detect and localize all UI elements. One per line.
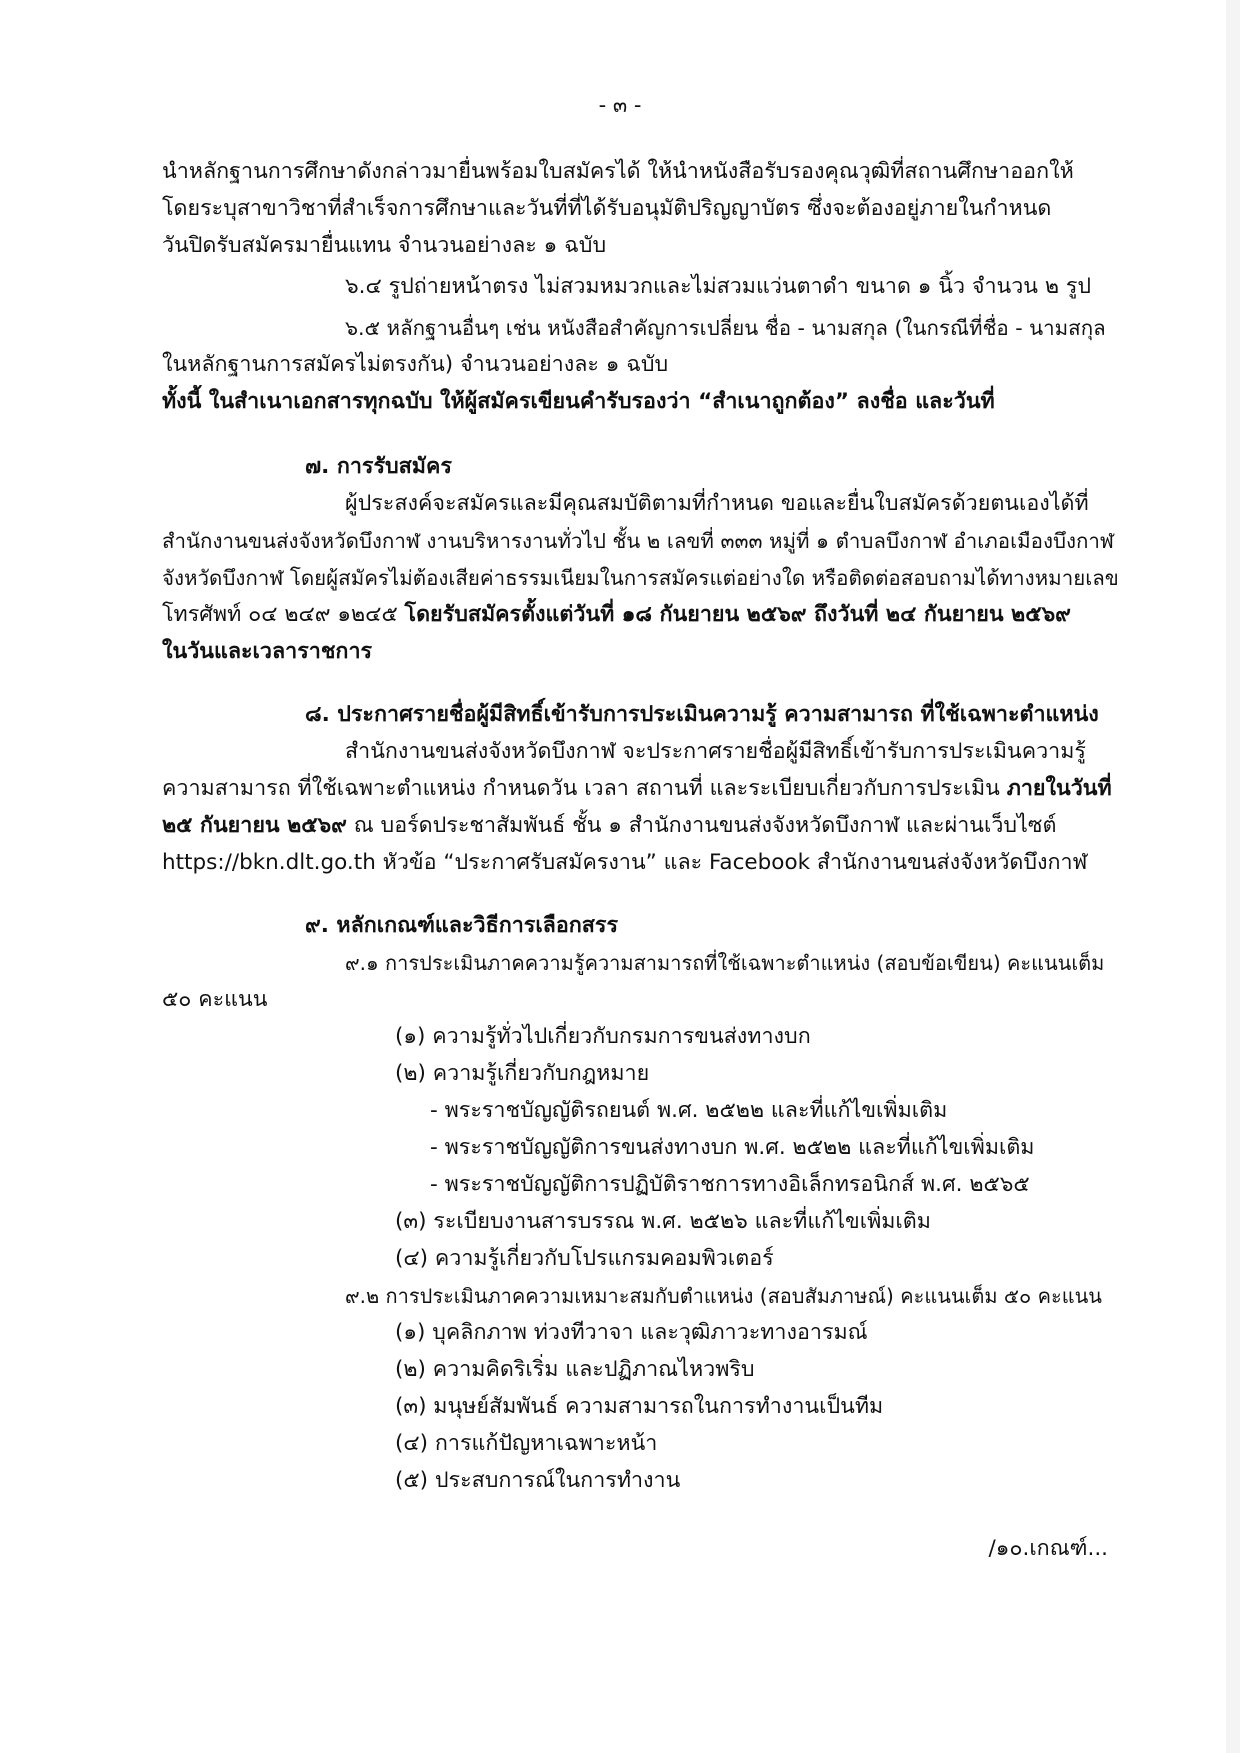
- section-8-line-3: [162, 809, 1056, 843]
- s91-law-2: - พระราชบัญญัติการขนส่งทางบก พ.ศ. ๒๕๒๒ และที่แก้ไขเพิ่มเติม: [430, 1135, 1035, 1160]
- s91-law-1: - พระราชบัญญัติรถยนต์ พ.ศ. ๒๕๒๒ และที่แก้ไขเพิ่มเติม: [430, 1098, 948, 1123]
- section-9-heading: ๙. หลักเกณฑ์และวิธีการเลือกสรร: [305, 913, 619, 938]
- s91-item-4: (๔) ความรู้เกี่ยวกับโปรแกรมคอมพิวเตอร์: [395, 1246, 774, 1271]
- section-7-line-4: [162, 598, 1071, 632]
- section-8-line-2-text: ความสามารถ ที่ใช้เฉพาะตำแหน่ง กำหนดวัน เวลา สถานที่ และระเบียบเกี่ยวกับการประเมิน: [162, 776, 1007, 801]
- section-8-heading: ๘. ประกาศรายชื่อผู้มีสิทธิ์เข้ารับการประเมินความรู้ ความสามารถ ที่ใช้เฉพาะตำแหน่ง: [305, 702, 1099, 727]
- s91-item-2: (๒) ความรู้เกี่ยวกับกฎหมาย: [395, 1061, 650, 1086]
- item-6-4: ๖.๔ รูปถ่ายหน้าตรง ไม่สวมหมวกและไม่สวมแว่นตาดำ ขนาด ๑ นิ้ว จำนวน ๒ รูป: [345, 274, 1092, 299]
- section-7-line-3: จังหวัดบึงกาฬ โดยผู้สมัครไม่ต้องเสียค่าธรรมเนียมในการสมัครแต่อย่างใด หรือติดต่อสอบถามได้ทางหมายเลข: [162, 566, 1119, 590]
- s91-law-3: - พระราชบัญญัติการปฏิบัติราชการทางอิเล็กทรอนิกส์ พ.ศ. ๒๕๖๕: [430, 1172, 1030, 1197]
- continuation-marker: /๑๐.เกณฑ์...: [988, 1536, 1108, 1561]
- intro-line-3: วันปิดรับสมัครมายื่นแทน จำนวนอย่างละ ๑ ฉบับ: [162, 233, 607, 258]
- page-number: - ๓ -: [598, 93, 642, 117]
- announce-date: ๒๕ กันยายน ๒๕๖๙: [162, 813, 347, 838]
- s92-item-1: (๑) บุคลิกภาพ ท่วงทีวาจา และวุฒิภาวะทางอารมณ์: [395, 1320, 868, 1345]
- item-6-5: ๖.๕ หลักฐานอื่นๆ เช่น หนังสือสำคัญการเปลี่ยน ชื่อ - นามสกุล (ในกรณีที่ชื่อ - นามสกุล: [345, 316, 1106, 340]
- section-7-heading: ๗. การรับสมัคร: [305, 454, 452, 479]
- s92-item-2: (๒) ความคิดริเริ่ม และปฏิภาณไหวพริบ: [395, 1357, 755, 1382]
- intro-line-1: นำหลักฐานการศึกษาดังกล่าวมายื่นพร้อมใบสมัครได้ ให้นำหนังสือรับรองคุณวุฒิที่สถานศึกษาออกให้: [162, 159, 1074, 184]
- s92-item-5: (๕) ประสบการณ์ในการทำงาน: [395, 1468, 681, 1493]
- section-8-line-2: [162, 772, 1112, 806]
- application-period: โดยรับสมัครตั้งแต่วันที่ ๑๘ กันยายน ๒๕๖๙ ถึงวันที่ ๒๔ กันยายน ๒๕๖๙: [404, 602, 1071, 627]
- section-7-line-5: ในวันและเวลาราชการ: [162, 639, 373, 664]
- section-8-line-1: สำนักงานขนส่งจังหวัดบึงกาฬ จะประกาศรายชื่อผู้มีสิทธิ์เข้ารับการประเมินความรู้: [345, 739, 1086, 764]
- intro-line-2: โดยระบุสาขาวิชาที่สำเร็จการศึกษาและวันที่ที่ได้รับอนุมัติปริญญาบัตร ซึ่งจะต้องอยู่ภายในกำหนด: [162, 196, 1052, 221]
- s92-item-3: (๓) มนุษย์สัมพันธ์ ความสามารถในการทำงานเป็นทีม: [395, 1394, 884, 1419]
- announce-within-label: ภายในวันที่: [1006, 776, 1112, 801]
- section-9-1-line-2: ๕๐ คะแนน: [162, 987, 268, 1012]
- phone-text: โทรศัพท์ ๐๔ ๒๔๙ ๑๒๔๕: [162, 602, 405, 627]
- section-7-line-2: สำนักงานขนส่งจังหวัดบึงกาฬ งานบริหารงานทั่วไป ชั้น ๒ เลขที่ ๓๓๓ หมู่ที่ ๑ ตำบลบึงกาฬ อำเภอเมืองบึงกาฬ: [162, 529, 1114, 553]
- section-9-1-line-1: ๙.๑ การประเมินภาคความรู้ความสามารถที่ใช้เฉพาะตำแหน่ง (สอบข้อเขียน) คะแนนเต็ม: [345, 951, 1105, 975]
- s92-item-4: (๔) การแก้ปัญหาเฉพาะหน้า: [395, 1431, 658, 1456]
- scan-edge: [1226, 0, 1240, 1753]
- s91-item-1: (๑) ความรู้ทั่วไปเกี่ยวกับกรมการขนส่งทางบก: [395, 1024, 811, 1049]
- copy-certification-note: ทั้งนี้ ในสำเนาเอกสารทุกฉบับ ให้ผู้สมัครเขียนคำรับรองว่า “สำเนาถูกต้อง” ลงชื่อ และวันที่: [162, 389, 995, 414]
- section-8-line-4: https://bkn.dlt.go.th หัวข้อ “ประกาศรับสมัครงาน” และ Facebook สำนักงานขนส่งจังหวัดบึงกาฬ: [162, 850, 1088, 875]
- section-7-line-1: ผู้ประสงค์จะสมัครและมีคุณสมบัติตามที่กำหนด ขอและยื่นใบสมัครด้วยตนเองได้ที่: [345, 491, 1089, 516]
- s91-item-3: (๓) ระเบียบงานสารบรรณ พ.ศ. ๒๕๒๖ และที่แก้ไขเพิ่มเติม: [395, 1209, 931, 1234]
- section-8-line-3-text: ณ บอร์ดประชาสัมพันธ์ ชั้น ๑ สำนักงานขนส่งจังหวัดบึงกาฬ และผ่านเว็บไซต์: [346, 813, 1057, 838]
- item-6-5-cont: ในหลักฐานการสมัครไม่ตรงกัน) จำนวนอย่างละ ๑ ฉบับ: [162, 352, 669, 377]
- section-9-2-line: ๙.๒ การประเมินภาคความเหมาะสมกับตำแหน่ง (สอบสัมภาษณ์) คะแนนเต็ม ๕๐ คะแนน: [345, 1284, 1102, 1308]
